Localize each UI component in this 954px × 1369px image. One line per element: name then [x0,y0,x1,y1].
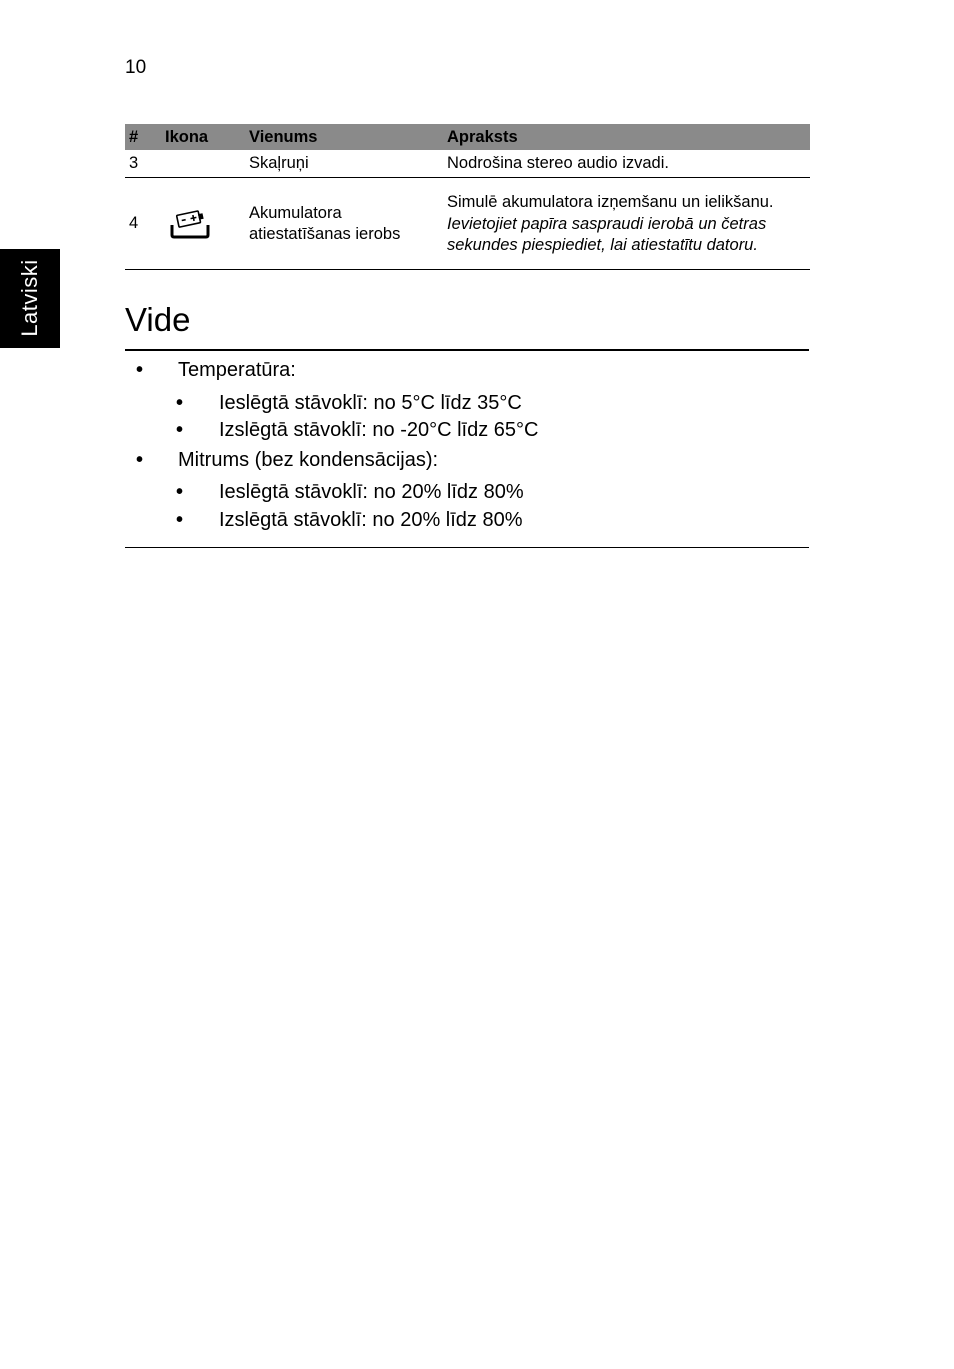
row-item: Akumulatora atiestatīšanas ierobs [245,178,443,270]
row-description [443,178,810,270]
description-text: Simulē akumulatora izņemšanu un ielikšanu. [447,192,774,211]
bullet-dot: • [176,509,184,531]
temperature-on-item [176,391,522,415]
language-side-tab [0,249,60,348]
header-number: # [125,124,161,150]
side-tab-label: Latviski [17,259,42,337]
bullet-dot: • [176,419,184,441]
bullet-dot: • [136,359,144,381]
battery-reset-icon [169,209,211,239]
humidity-off-item [176,508,523,532]
humidity-on-text: Ieslēgtā stāvoklī: no 20% līdz 80% [219,481,524,503]
bullet-dot: • [136,449,144,471]
header-item: Vienums [245,124,443,150]
page-number: 10 [125,57,147,78]
bullet-dot: • [176,481,184,503]
temperature-off-text: Izslēgtā stāvoklī: no -20°C līdz 65°C [219,419,539,441]
humidity-label: Mitrums (bez kondensācijas): [178,449,439,471]
header-icon: Ikona [161,124,245,150]
temperature-item [136,358,296,382]
temperature-off-item [176,418,539,442]
section-title: Vide [125,301,191,338]
row-number: 4 [125,178,161,270]
row-icon-cell [161,178,245,270]
table-row [125,178,810,270]
table-header-row [125,124,810,150]
row-item: Skaļruņi [245,150,443,178]
bullet-dot: • [176,392,184,414]
humidity-off-text: Izslēgtā stāvoklī: no 20% līdz 80% [219,509,523,531]
section-bottom-rule [125,547,809,548]
header-description: Apraksts [443,124,810,150]
row-icon-cell [161,150,245,178]
description-note: Ievietojiet papīra saspraudi ierobā un četras sekundes piespiediet, lai atiestatītu datoru. [447,214,767,254]
table-row [125,150,810,178]
humidity-item [136,448,439,472]
humidity-on-item [176,480,524,504]
description-text: Nodrošina stereo audio izvadi. [447,154,669,172]
ports-table [125,124,810,270]
section-top-rule [125,349,809,351]
temperature-on-text: Ieslēgtā stāvoklī: no 5°C līdz 35°C [219,392,522,414]
row-description [443,150,810,178]
temperature-label: Temperatūra: [178,359,296,381]
row-number: 3 [125,150,161,178]
